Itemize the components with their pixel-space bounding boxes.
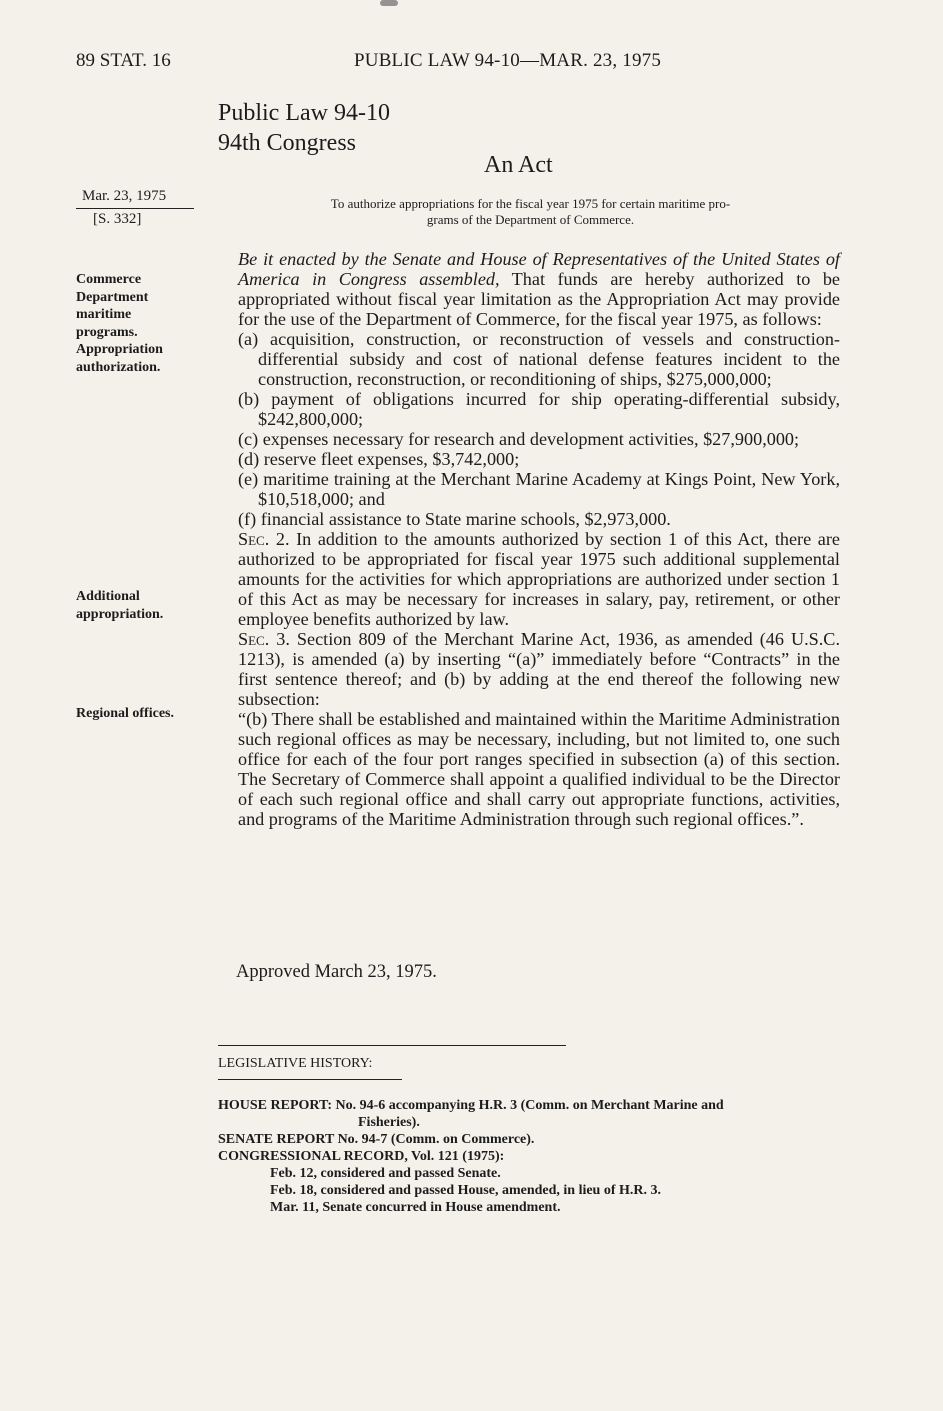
law-number: Public Law 94-10 — [218, 100, 390, 126]
purpose-line: To authorize appropriations for the fiscal year 1975 for certain maritime pro- — [330, 196, 731, 211]
section-3: Sec. 3. Section 809 of the Merchant Marine Act, 1936, as amended (46 U.S.C. 1213), is amended (a) by inserting “(a)” immediately before “Contracts” in the first sentence thereof; and (b) by adding at the end thereof the following new subsection: — [238, 629, 840, 709]
item-c: (c) expenses necessary for research and development activities, $27,900,000; — [238, 429, 800, 449]
history-action: Feb. 18, considered and passed House, amended, in lieu of H.R. 3. — [270, 1183, 662, 1198]
item-f: (f) financial assistance to State marine schools, $2,973,000. — [238, 509, 671, 529]
history-divider — [218, 1045, 566, 1046]
history-action: Feb. 12, considered and passed Senate. — [270, 1166, 501, 1181]
senate-report: SENATE REPORT No. 94-7 (Comm. on Commerce). — [218, 1132, 535, 1147]
bill-number: [S. 332] — [93, 211, 142, 227]
legislative-history — [218, 1097, 840, 1216]
item-b: (b) payment of obligations incurred for ship operating-differential subsidy, $242,800,000; — [238, 389, 840, 429]
history-title-rule — [218, 1079, 402, 1080]
item-d: (d) reserve fleet expenses, $3,742,000; — [238, 449, 520, 469]
act-heading: An Act — [484, 152, 553, 178]
margin-note-regional: Regional offices. — [76, 706, 174, 721]
scan-mark — [380, 0, 398, 6]
act-purpose — [218, 196, 843, 228]
margin-note-commerce: Commerce Department maritime programs. Appropriation authorization. — [76, 272, 163, 375]
enacting-clause: Be it enacted by the Senate and House of Representatives of the United States of America in Congress assembled, That funds are hereby authorized to be appropriated without fiscal year limitation as the Appropriation Act may provide for the use of the Department of Commerce, for the fiscal year 1975, as follows: — [238, 249, 840, 329]
purpose-line: grams of the Department of Commerce. — [426, 212, 635, 227]
margin-date-rule — [76, 208, 194, 209]
statute-reference: 89 STAT. 16 — [76, 50, 171, 71]
margin-date: Mar. 23, 1975 — [82, 188, 167, 204]
congressional-record: CONGRESSIONAL RECORD, Vol. 121 (1975): — [218, 1149, 505, 1164]
item-e: (e) maritime training at the Merchant Marine Academy at Kings Point, New York, $10,518,000; and — [238, 469, 840, 509]
act-body — [218, 249, 840, 829]
running-head: PUBLIC LAW 94-10—MAR. 23, 1975 — [354, 50, 662, 71]
house-report: HOUSE REPORT: No. 94-6 accompanying H.R. 3 (Comm. on Merchant Marine and — [218, 1098, 724, 1113]
law-title — [218, 98, 390, 158]
house-report-cont: Fisheries). — [358, 1115, 420, 1130]
section-2: Sec. 2. In addition to the amounts authorized by section 1 of this Act, there are authorized to be appropriated for fiscal year 1975 such additional supplemental amounts for the activities for which appropriations are authorized under section 1 of this Act as may be necessary for increases in salary, pay, retirement, or other employee benefits authorized by law. — [238, 529, 840, 629]
approval-line: Approved March 23, 1975. — [236, 962, 437, 982]
legislative-history-title: LEGISLATIVE HISTORY: — [218, 1056, 373, 1071]
congress-number: 94th Congress — [218, 130, 356, 156]
margin-note-additional: Additional appropriation. — [76, 589, 164, 622]
item-a: (a) acquisition, construction, or reconstruction of vessels and construction-differential subsidy and cost of national defense features incident to the construction, reconstruction, or reconditioning of ships, $275,000,000; — [238, 329, 840, 389]
quoted-subsection: “(b) There shall be established and maintained within the Maritime Administration such regional offices as may be necessary, including, but not limited to, one such office for each of the four port ranges specified in subsection (a) of this section. The Secretary of Commerce shall appoint a qualified individual to be the Director of each such regional office and shall carry out appropriate functions, activities, and programs of the Maritime Administration through such regional offices.”. — [238, 709, 840, 829]
history-action: Mar. 11, Senate concurred in House amendment. — [270, 1200, 561, 1215]
